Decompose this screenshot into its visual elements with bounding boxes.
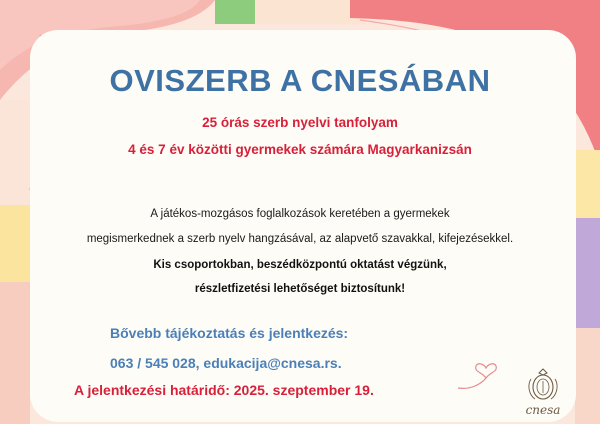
- page-title: OVISZERB A CNESÁBAN: [109, 63, 491, 98]
- highlight-line-2: részletfizetési lehetőséget biztosítunk!: [194, 283, 406, 295]
- heart-doodle-icon: [456, 362, 516, 392]
- description-line-1: A játékos-mozgásos foglalkozások keretében a gyermekek: [150, 208, 450, 220]
- cnesa-logo-text: cnesa: [525, 403, 561, 417]
- highlight-line-1: Kis csoportokban, beszédközpontú oktatást végzünk,: [153, 259, 447, 271]
- description-line-2: megismerkednek a szerb nyelv hangzásával, az alapvető szavakkal, kifejezésekkel.: [86, 233, 514, 245]
- audience-subtitle: 4 és 7 év közötti gyermekek számára Magyarkanizsán: [128, 142, 472, 157]
- info-heading: Bővebb tájékoztatás és jelentkezés:: [110, 325, 349, 341]
- contact-info[interactable]: 063 / 545 028, edukacija@cnesa.rs.: [110, 355, 342, 371]
- registration-deadline: A jelentkezési határidő: 2025. szeptember 19.: [74, 382, 374, 398]
- course-subtitle: 25 órás szerb nyelvi tanfolyam: [202, 115, 398, 130]
